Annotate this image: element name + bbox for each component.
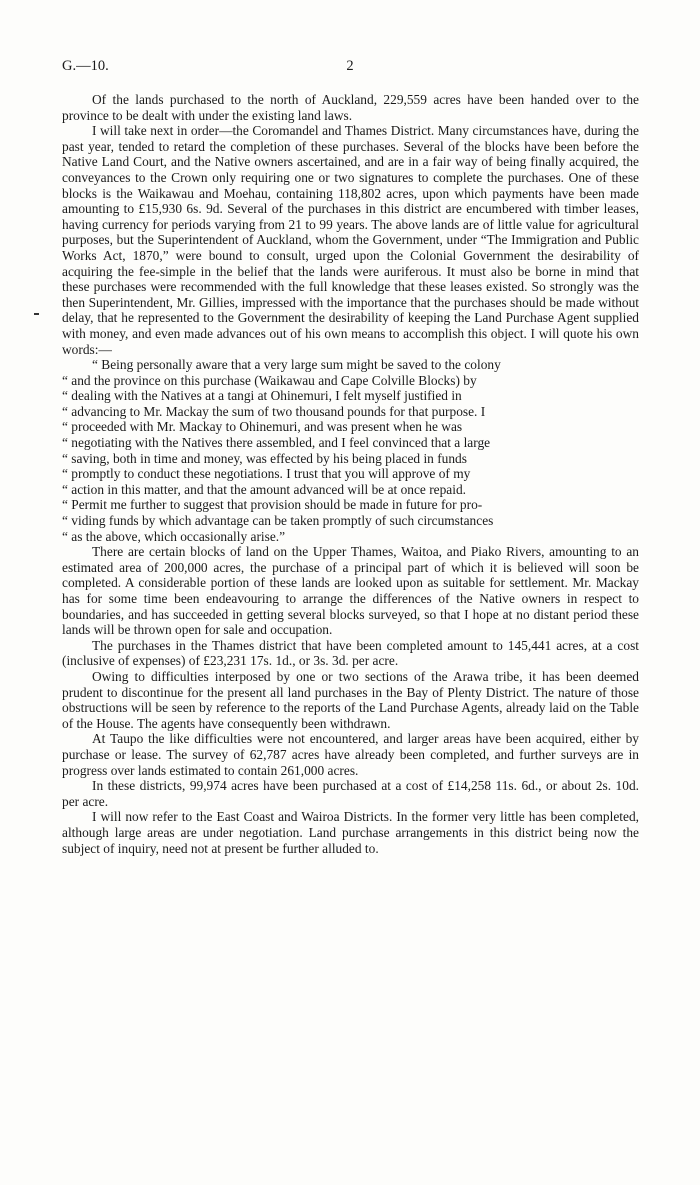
quotation-block <box>62 357 639 544</box>
document-body <box>62 92 639 856</box>
quote-line: “ action in this matter, and that the amount advanced will be at once repaid. <box>62 481 467 497</box>
quote-line: “ Permit me further to suggest that provision should be made in future for pro- <box>62 497 483 513</box>
quote-line: “ proceeded with Mr. Mackay to Ohinemuri, and was present when he was <box>62 419 463 435</box>
document-reference: G.—10. <box>62 58 109 74</box>
paragraph-districts-cost: In these districts, 99,974 acres have been purchased at a cost of £14,258 11s. 6d., or about 2s. 10d. per acre. <box>62 778 639 809</box>
paragraph-taupo: At Taupo the like difficulties were not encountered, and larger areas have been acquired, either by purchase or lease. The survey of 62,787 acres have already been completed, and further surveys are in progress over lands estimated to contain 261,000 acres. <box>62 731 639 778</box>
quote-line: “ dealing with the Natives at a tangi at Ohinemuri, I felt myself justified in <box>62 388 462 404</box>
quote-line: “ promptly to conduct these negotiations. I trust that you will approve of my <box>62 466 471 482</box>
margin-mark <box>34 313 39 315</box>
page-number: 2 <box>346 58 354 74</box>
paragraph-north-auckland: Of the lands purchased to the north of Auckland, 229,559 acres have been handed over to the province to be dealt with under the existing land laws. <box>62 92 639 123</box>
quote-line: “ negotiating with the Natives there assembled, and I feel convinced that a large <box>62 435 491 451</box>
quote-line: “ advancing to Mr. Mackay the sum of two thousand pounds for that purpose. I <box>62 403 486 419</box>
paragraph-bay-of-plenty: Owing to difficulties interposed by one or two sections of the Arawa tribe, it has been deemed prudent to discontinue for the present all land purchases in the Bay of Plenty District. The nature of those obstructions will be seen by reference to the reports of the Land Purchase Agents, already laid on the Table of the House. The agents have consequently been withdrawn. <box>62 668 639 731</box>
page-header <box>62 58 638 78</box>
paragraph-east-coast-wairoa: I will now refer to the East Coast and Wairoa Districts. In the former very little has been completed, although large areas are under negotiation. Land purchase arrangements in this district being now the subject of inquiry, need not at present be further alluded to. <box>62 809 639 856</box>
quote-line: “ as the above, which occasionally arise.” <box>62 528 286 544</box>
quote-line: “ and the province on this purchase (Waikawau and Cape Colville Blocks) by <box>62 372 477 388</box>
paragraph-upper-thames: There are certain blocks of land on the Upper Thames, Waitoa, and Piako Rivers, amounting to an estimated area of 200,000 acres, the purchase of a principal part of which it is believed will soon be completed. A considerable portion of these lands are looked upon as suitable for settlement. Mr. Mackay has for some time been endeavouring to arrange the differences of the Native owners in respect to boundaries, and has succeeded in getting several blocks surveyed, so that I hope at no distant period these lands will be thrown open for sale and occupation. <box>62 544 639 638</box>
quote-line: “ viding funds by which advantage can be taken promptly of such circumstances <box>62 513 494 529</box>
paragraph-thames-purchases: The purchases in the Thames district that have been completed amount to 145,441 acres, at a cost (inclusive of expenses) of £23,231 17s. 1d., or 3s. 3d. per acre. <box>62 637 639 669</box>
quote-line: “ saving, both in time and money, was effected by his being placed in funds <box>62 450 467 466</box>
quote-line: “ Being personally aware that a very large sum might be saved to the colony <box>92 357 501 373</box>
paragraph-coromandel-thames: I will take next in order—the Coromandel and Thames District. Many circumstances have, during the past year, tended to retard the completion of these purchases. Several of the blocks have been before the Native Land Court, and the Native owners ascertained, and are in a fair way of being finally acquired, the conveyances to the Crown only requiring one or two signatures to complete the purchases. One of these blocks is the Waikawau and Moehau, containing 118,802 acres, upon which payments have been made amounting to £15,930 6s. 9d. Several of the purchases in this district are encumbered with timber leases, having currency for periods varying from 21 to 99 years. The above lands are of little value for agricultural purposes, but the Superintendent of Auckland, whom the Government, under “The Immigration and Public Works Act, 1870,” were bound to consult, urged upon the Colonial Government the desirability of acquiring the fee-simple in the belief that the lands were auriferous. It must also be borne in mind that these purchases were recommended with the full knowledge that these leases existed. So strongly was the then Superintendent, Mr. Gillies, impressed with the importance that the purchases should be made without delay, that he represented to the Government the desirability of keeping the Land Purchase Agent supplied with money, and even made advances out of his own means to accomplish this object. I will quote his own words:— <box>62 123 639 357</box>
